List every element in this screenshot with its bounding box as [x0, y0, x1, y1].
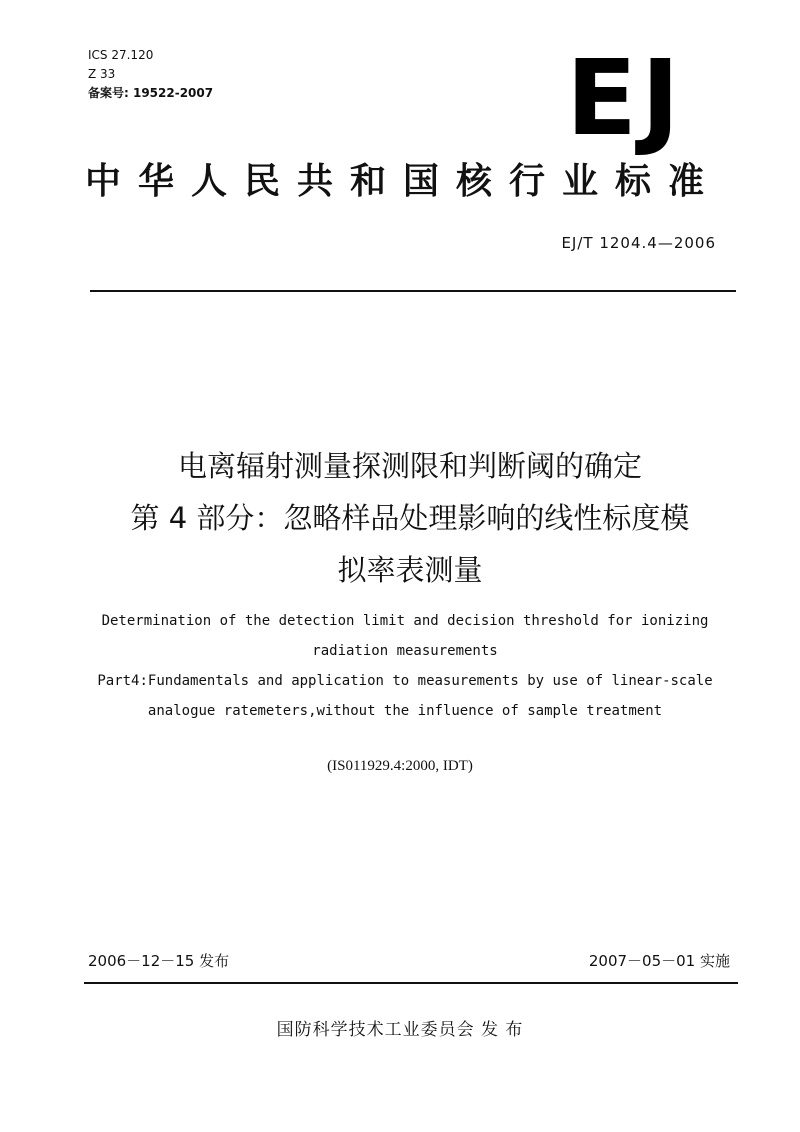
iso-reference: (IS011929.4:2000, IDT) — [327, 758, 473, 774]
chinese-title-line-3: 拟率表测量 — [337, 553, 483, 587]
industry-standard-title: 中华人民共和国核行业标准 — [85, 160, 722, 202]
record-number: 备案号: 19522-2007 — [88, 86, 214, 100]
english-title-line-3: Part4:Fundamentals and application to measurements by use of linear-scale — [97, 673, 713, 689]
english-title-line-2: radiation measurements — [312, 643, 498, 659]
footer-rule — [84, 982, 738, 984]
issue-date: 2006－12－15 发布 — [88, 952, 230, 970]
publisher: 国防科学技术工业委员会 发 布 — [276, 1020, 524, 1040]
chinese-title-line-1: 电离辐射测量探测限和判断阈的确定 — [177, 449, 642, 483]
ics-code: ICS 27.120 — [88, 48, 154, 62]
effective-date: 2007－05－01 实施 — [588, 952, 730, 970]
chinese-title-line-2: 第 4 部分：忽略样品处理影响的线性标度模 — [130, 501, 690, 535]
english-title — [60, 606, 750, 726]
ccs-code: Z 33 — [88, 67, 116, 81]
header-rule — [90, 290, 736, 292]
english-title-line-1: Determination of the detection limit and decision threshold for ionizing — [101, 613, 709, 629]
english-title-line-4: analogue ratemeters,without the influence of sample treatment — [147, 703, 663, 719]
standard-number: EJ/T 1204.4—2006 — [561, 234, 716, 252]
chinese-title — [70, 440, 750, 596]
ej-logo: EJ — [566, 37, 684, 159]
